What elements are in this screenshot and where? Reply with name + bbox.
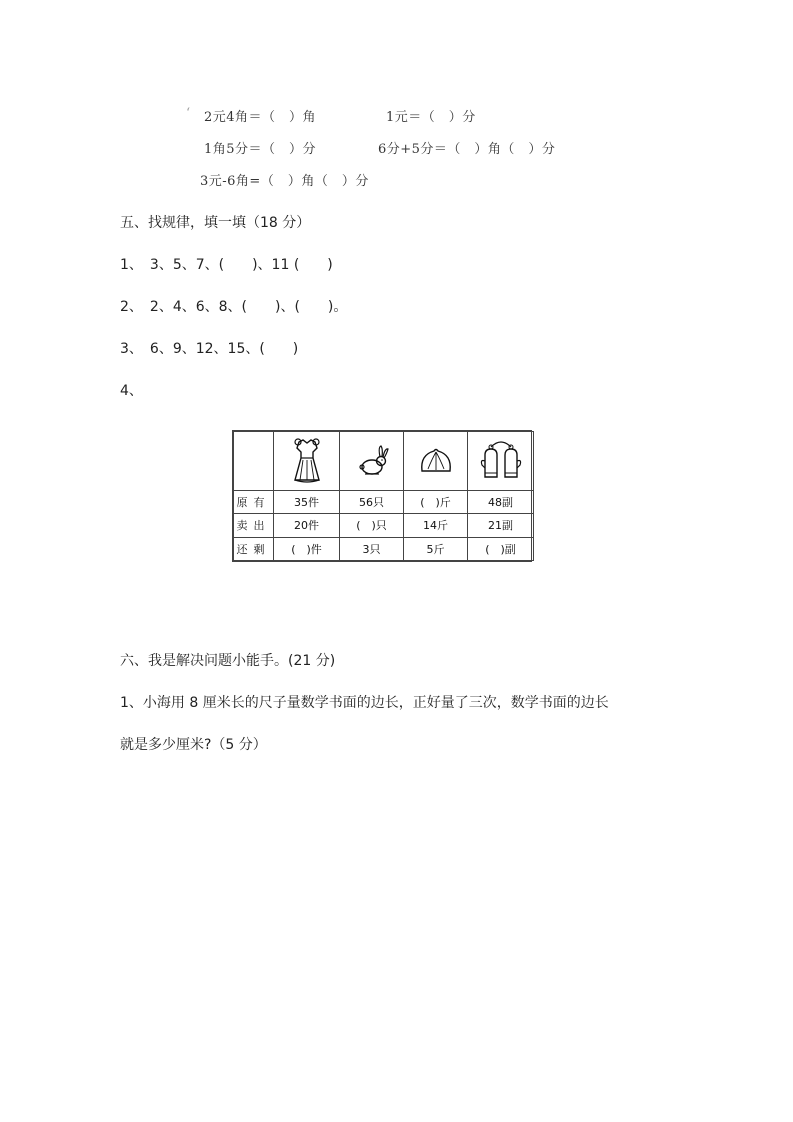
cell-original-gloves: 48副 xyxy=(468,491,534,514)
question-1-line-2: 就是多少厘米?（5 分） xyxy=(120,737,267,753)
rabbit-icon xyxy=(340,432,404,491)
cell-sold-dress: 20件 xyxy=(274,514,340,537)
section5-title: 五、找规律，填一填（18 分） xyxy=(120,215,311,231)
money-line-1b: 1元＝（ ）分 xyxy=(386,110,476,125)
money-line-2a: 1角5分＝（ ）分 xyxy=(204,142,317,157)
scan-mark: ‘ xyxy=(186,106,191,121)
pattern-item-2: 2、 2、4、6、8、( )、( )。 xyxy=(120,299,348,315)
cell-sold-gloves: 21副 xyxy=(468,514,534,537)
row-label-original: 原有 xyxy=(234,491,274,514)
inventory-table xyxy=(232,430,532,562)
money-line-3a: 3元-6角=（ ）角（ ）分 xyxy=(200,174,369,189)
bun-icon xyxy=(404,432,468,491)
question-1-line-1: 1、小海用 8 厘米长的尺子量数学书面的边长，正好量了三次，数学书面的边长 xyxy=(120,695,609,711)
empty-corner-cell xyxy=(234,432,274,491)
dress-icon xyxy=(274,432,340,491)
row-label-sold: 卖出 xyxy=(234,514,274,537)
cell-remaining-dress: ( )件 xyxy=(274,537,340,560)
money-line-2b: 6分+5分＝（ ）角（ ）分 xyxy=(378,142,556,157)
gloves-icon xyxy=(468,432,534,491)
pattern-item-3: 3、 6、9、12、15、( ) xyxy=(120,341,299,357)
cell-sold-rabbit: ( )只 xyxy=(340,514,404,537)
pattern-item-4: 4、 xyxy=(120,383,143,399)
cell-original-rabbit: 56只 xyxy=(340,491,404,514)
pattern-item-1: 1、 3、5、7、( )、11 ( ) xyxy=(120,257,333,273)
cell-original-dress: 35件 xyxy=(274,491,340,514)
money-line-1a: 2元4角＝（ ）角 xyxy=(204,110,317,125)
section6-title: 六、我是解决问题小能手。(21 分) xyxy=(120,653,336,669)
cell-remaining-gloves: ( )副 xyxy=(468,537,534,560)
row-label-remaining: 还剩 xyxy=(234,537,274,560)
cell-remaining-bun: 5斤 xyxy=(404,537,468,560)
cell-original-bun: ( )斤 xyxy=(404,491,468,514)
cell-sold-bun: 14斤 xyxy=(404,514,468,537)
cell-remaining-rabbit: 3只 xyxy=(340,537,404,560)
